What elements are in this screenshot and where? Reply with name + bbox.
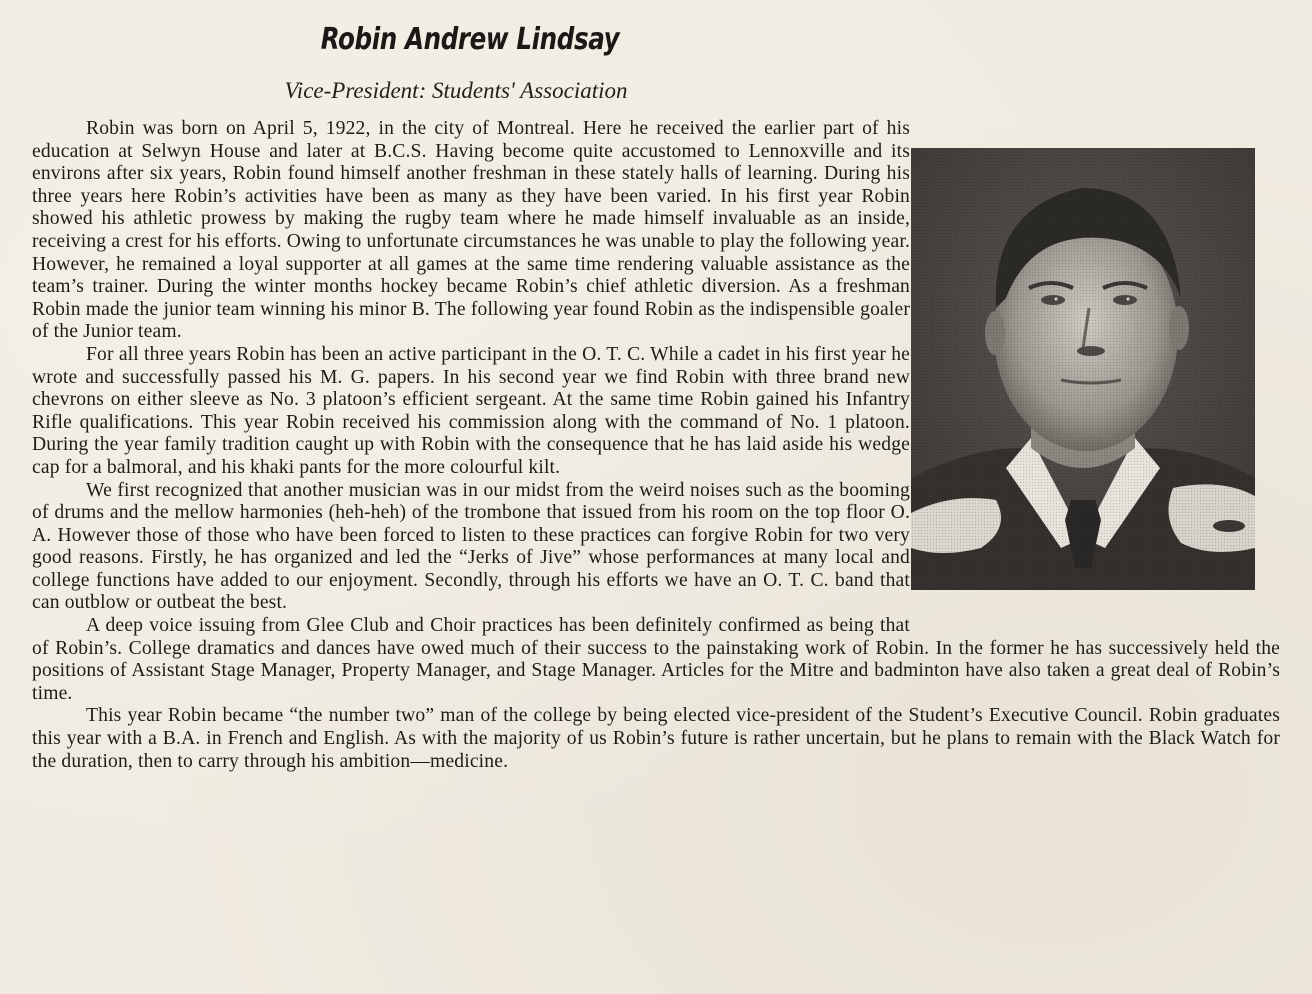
photo-spacer (910, 118, 1280, 616)
paragraph-early-life: Robin was born on April 5, 1922, in the city of Montreal. Here he received the earlier part of his education at Selwyn House and later at B.C.S. Having become quite accustomed to Lennoxville and its environs after six years, Robin found himself another freshman in these stately halls of learning. During his three years here Robin’s activities have been as many as they have been varied. In his first year Robin showed his athletic prowess by making the rugby team where he made himself invaluable as an inside, receiving a crest for his efforts. Owing to unfortunate circumstances he was unable to play the following year. However, he remained a loyal supporter at all games at the same time rendering valuable assistance as the team’s trainer. During the winter months hockey became Robin’s chief athletic diversion. As a freshman Robin made the junior team winning his minor B. The following year found Robin as the indispensible goaler of the Junior team. (32, 118, 910, 343)
paragraph-music: We first recognized that another musician was in our midst from the weird noises such as the booming of drums and the mellow harmonies (heh-heh) of the trombone that issued from his room on the top floor O. A. However those of those who have been forced to listen to these practices can forgive Robin for two very good reasons. Firstly, he has organized and led the “Jerks of Jive” whose performances at many local and college functions have added to our enjoyment. Secondly, through his efforts we have an O. T. C. band that can outblow or outbeat the best. (32, 479, 910, 614)
paragraph-vice-president: This year Robin became “the number two” man of the college by being elected vice-president of the Student’s Executive Council. Robin graduates this year with a B.A. in French and English. As with the majority of us Robin’s future is rather uncertain, but he plans to remain with the Black Watch for the duration, then to carry through his ambition—medicine. (32, 705, 1280, 772)
page-title: Robin Andrew Lindsay (320, 22, 620, 57)
paragraph-otc: For all three years Robin has been an active participant in the O. T. C. While a cadet in his first year he wrote and successfully passed his M. G. papers. In his second year we find Robin with three brand new chevrons on either sleeve as No. 3 platoon’s efficient sergeant. At the same time Robin gained his Infantry Rifle qualifications. This year Robin received his commission along with the command of No. 1 platoon. During the year family tradition caught up with Robin with the consequence that he has laid aside his wedge cap for a balmoral, and his khaki pants for the more colourful kilt. (32, 343, 910, 478)
paragraph-dramatics: A deep voice issuing from Glee Club and Choir practices has been definitely confirmed as being that of Robin’s. College dramatics and dances have owed much of their success to the painstaking work of Robin. In the former he has successively held the positions of Assistant Stage Manager, Property Manager, and Stage Manager. Articles for the Mitre and badminton have also taken a great deal of Robin’s time. (32, 615, 1280, 704)
position-subtitle: Vice-President: Students' Association (284, 78, 628, 103)
biography-text (32, 118, 1280, 773)
